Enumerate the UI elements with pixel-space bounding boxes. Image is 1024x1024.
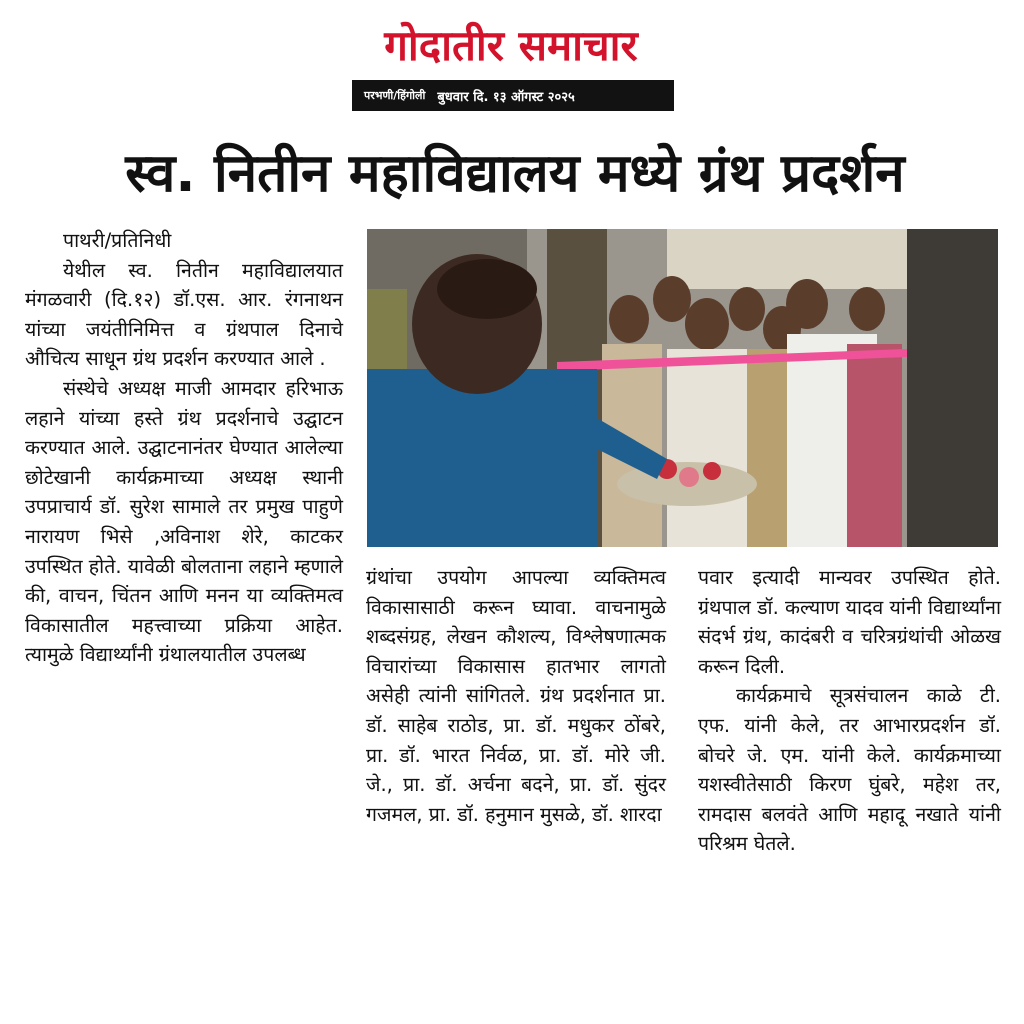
article-dateline: पाथरी/प्रतिनिधी	[63, 229, 172, 252]
article-paragraph: येथील स्व. नितीन महाविद्यालयात मंगळवारी (दि.१२) डॉ.एस. आर. रंगनाथन यांच्या जयंतीनिमित्त व ग्रंथपाल दिनाचे औचित्य साधून ग्रंथ प्रदर्शन करण्यात आले .	[25, 258, 343, 371]
newspaper-masthead: गोदातीर समाचार	[384, 21, 638, 70]
event-photo	[367, 229, 998, 547]
dateline-bar	[352, 80, 674, 111]
article-paragraph: संस्थेचे अध्यक्ष माजी आमदार हरिभाऊ लहाने यांच्या हस्ते ग्रंथ प्रदर्शनाचे उद्घाटन करण्यात आले. उद्घाटनानंतर घेण्यात आलेल्या छोटेखानी कार्यक्रमाच्या अध्यक्ष स्थानी उपप्राचार्य डॉ. सुरेश सामाले तर प्रमुख पाहुणे नारायण भिसे ,अविनाश शेरे, काटकर उपस्थित होते. यावेळी बोलताना लहाने म्हणाले की, वाचन, चिंतन आणि मनन या व्यक्तिमत्व विकासातील महत्त्वाच्या प्रक्रिया आहेत. त्यामुळे विद्यार्थ्यांनी ग्रंथालयातील उपलब्ध	[25, 376, 343, 667]
edition-date: बुधवार दि. १३ ऑगस्ट २०२५	[437, 89, 575, 105]
article-column-1	[25, 226, 343, 670]
article-column-3	[698, 563, 1001, 859]
article-headline: स्व. नितीन महाविद्यालय मध्ये ग्रंथ प्रदर्शन	[125, 143, 905, 204]
article-column-2	[366, 563, 666, 829]
article-paragraph: ग्रंथांचा उपयोग आपल्या व्यक्तिमत्व विकासासाठी करून घ्यावा. वाचनामुळे शब्दसंग्रह, लेखन कौशल्य, विश्लेषणात्मक विचारांच्या विकासास हातभार लागतो असेही त्यांनी सांगितले. ग्रंथ प्रदर्शनात प्रा. डॉ. साहेब राठोड, प्रा. डॉ. मधुकर ठोंबरे, प्रा. डॉ. भारत निर्वळ, प्रा. डॉ. मोरे जी. जे., प्रा. डॉ. अर्चना बदने, प्रा. डॉ. सुंदर गजमल, प्रा. डॉ. हनुमान मुसळे, डॉ. शारदा	[366, 566, 666, 826]
edition-place: परभणी/हिंगोली	[364, 89, 426, 102]
article-paragraph: पवार इत्यादी मान्यवर उपस्थित होते. ग्रंथपाल डॉ. कल्याण यादव यांनी विद्यार्थ्यांना संदर्भ ग्रंथ, कादंबरी व चरित्रग्रंथांची ओळख करून दिली.	[698, 566, 1001, 678]
article-paragraph: कार्यक्रमाचे सूत्रसंचालन काळे टी. एफ. यांनी केले, तर आभारप्रदर्शन डॉ. बोचरे जे. एम. यांनी केले. कार्यक्रमाच्या यशस्वीतेसाठी किरण घुंबरे, महेश तर, रामदास बलवंते आणि महादू नखाते यांनी परिश्रम घेतले.	[698, 684, 1001, 856]
ribbon-cutting-photo	[367, 229, 998, 547]
